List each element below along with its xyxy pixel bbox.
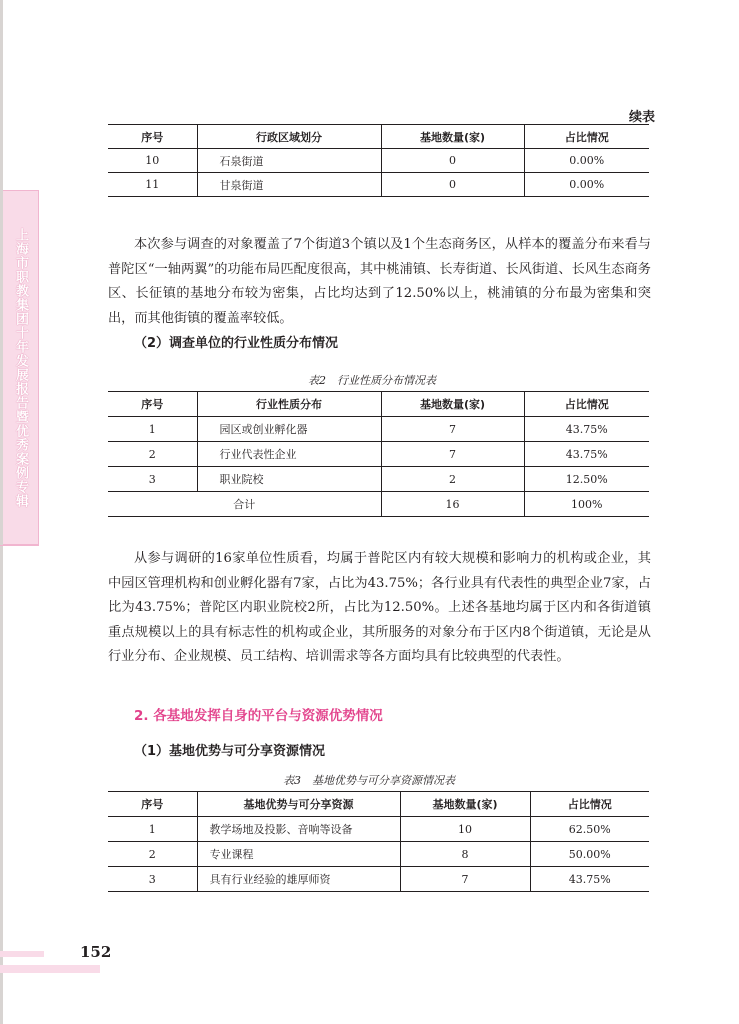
table-cell: 10 bbox=[108, 149, 197, 173]
table-cell: 具有行业经验的雄厚师资 bbox=[197, 867, 400, 892]
table-total-label: 合计 bbox=[108, 492, 381, 517]
side-tab bbox=[3, 190, 39, 545]
table-cell: 62.50% bbox=[530, 817, 649, 842]
table-cell: 11 bbox=[108, 173, 197, 197]
table-header-row bbox=[108, 392, 649, 417]
table-cell: 园区或创业孵化器 bbox=[197, 417, 381, 442]
table-cell: 8 bbox=[400, 842, 530, 867]
table-header: 基地数量(家) bbox=[381, 125, 524, 149]
table-total-row bbox=[108, 492, 649, 517]
table-cell: 7 bbox=[381, 442, 524, 467]
table-header: 序号 bbox=[108, 125, 197, 149]
table-header: 占比情况 bbox=[530, 792, 649, 817]
table-cell: 12.50% bbox=[524, 467, 649, 492]
table-cell: 2 bbox=[108, 842, 197, 867]
table-cell: 7 bbox=[381, 417, 524, 442]
table-cell: 3 bbox=[108, 867, 197, 892]
table-header-row bbox=[108, 792, 649, 817]
table-3-caption: 表3 基地优势与可分享资源情况表 bbox=[283, 774, 455, 787]
table-cell: 0 bbox=[381, 173, 524, 197]
table-cell: 行业代表性企业 bbox=[197, 442, 381, 467]
table-cell: 10 bbox=[400, 817, 530, 842]
table-header: 基地数量(家) bbox=[381, 392, 524, 417]
side-tab-label: 上海市职教集团十年发展报告暨优秀案例专辑 bbox=[13, 227, 28, 508]
table-header: 序号 bbox=[108, 392, 197, 417]
table-row bbox=[108, 149, 649, 173]
table-1 bbox=[108, 124, 649, 197]
table-cell: 1 bbox=[108, 417, 197, 442]
table-cell: 43.75% bbox=[524, 417, 649, 442]
table-row bbox=[108, 467, 649, 492]
table-header: 占比情况 bbox=[524, 125, 649, 149]
table-header-row bbox=[108, 125, 649, 149]
continued-label: 续表 bbox=[629, 110, 656, 125]
table-row bbox=[108, 442, 649, 467]
table-cell: 2 bbox=[381, 467, 524, 492]
table-cell: 专业课程 bbox=[197, 842, 400, 867]
table-cell: 0.00% bbox=[524, 173, 649, 197]
paragraph-2: 从参与调研的16家单位性质看，均属于普陀区内有较大规模和影响力的机构或企业，其中园区管理机构和创业孵化器有7家，占比为43.75%；各行业具有代表性的典型企业7家，占比为43.75%；普陀区内职业院校2所，占比为12.50%。上述各基地均属于区内和各街道镇重点规模以上的具有标志性的机构或企业，其所服务的对象分布于区内8个街道镇，无论是从行业分布、企业规模、员工结构、培训需求等各方面均具有比较典型的代表性。 bbox=[108, 551, 651, 664]
table-cell: 职业院校 bbox=[197, 467, 381, 492]
section-heading-2: 2. 各基地发挥自身的平台与资源优势情况 bbox=[134, 708, 383, 724]
side-tab-divider bbox=[0, 545, 39, 546]
table-cell: 43.75% bbox=[524, 442, 649, 467]
table-2 bbox=[108, 391, 649, 517]
table-row bbox=[108, 842, 649, 867]
table-header: 占比情况 bbox=[524, 392, 649, 417]
table-cell: 50.00% bbox=[530, 842, 649, 867]
footer-decoration bbox=[0, 965, 100, 973]
table-2-caption: 表2 行业性质分布情况表 bbox=[308, 374, 436, 387]
table-total-pct: 100% bbox=[524, 492, 649, 517]
table-cell: 1 bbox=[108, 817, 197, 842]
table-header: 序号 bbox=[108, 792, 197, 817]
table-row bbox=[108, 867, 649, 892]
page-number: 152 bbox=[80, 943, 112, 961]
table-total-count: 16 bbox=[381, 492, 524, 517]
footer-decoration bbox=[0, 951, 44, 957]
table-cell: 43.75% bbox=[530, 867, 649, 892]
table-row bbox=[108, 173, 649, 197]
table-3 bbox=[108, 791, 649, 892]
table-cell: 0 bbox=[381, 149, 524, 173]
table-header: 基地优势与可分享资源 bbox=[197, 792, 400, 817]
table-header: 行业性质分布 bbox=[197, 392, 381, 417]
table-cell: 7 bbox=[400, 867, 530, 892]
table-cell: 甘泉街道 bbox=[197, 173, 381, 197]
paragraph-1: 本次参与调查的对象覆盖了7个街道3个镇以及1个生态商务区，从样本的覆盖分布来看与普陀区“一轴两翼”的功能布局匹配度很高，其中桃浦镇、长寿街道、长风街道、长风生态商务区、长征镇的基地分布较为密集，占比均达到了12.50%以上，桃浦镇的分布最为密集和突出，而其他街镇的覆盖率较低。 bbox=[108, 237, 651, 326]
subheading-industry-distribution: （2）调查单位的行业性质分布情况 bbox=[134, 336, 339, 351]
table-cell: 0.00% bbox=[524, 149, 649, 173]
table-cell: 石泉街道 bbox=[197, 149, 381, 173]
table-cell: 2 bbox=[108, 442, 197, 467]
table-header: 基地数量(家) bbox=[400, 792, 530, 817]
table-row bbox=[108, 417, 649, 442]
table-cell: 3 bbox=[108, 467, 197, 492]
table-cell: 教学场地及投影、音响等设备 bbox=[197, 817, 400, 842]
table-row bbox=[108, 817, 649, 842]
subheading-resources: （1）基地优势与可分享资源情况 bbox=[134, 744, 326, 759]
table-header: 行政区域划分 bbox=[197, 125, 381, 149]
